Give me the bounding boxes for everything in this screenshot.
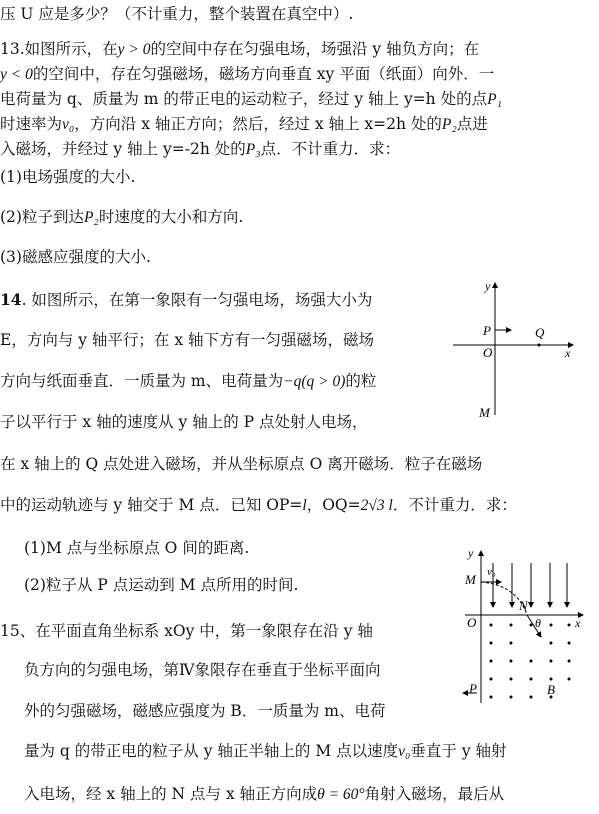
text: 入磁场，并经过 y 轴上 y=-2h 处的: [0, 140, 246, 158]
text-line: [0, 4, 353, 24]
q14-line-4: [0, 412, 368, 432]
text: 子以平行于 x 轴的速度从 y 轴上的 P 点处射人电场，: [0, 413, 368, 431]
text: 点进: [456, 115, 488, 133]
p-label: P: [483, 323, 491, 338]
text: (3)磁感应强度的大小.: [0, 248, 151, 266]
text: (1)电场强度的大小.: [0, 168, 136, 186]
x-label: x: [565, 346, 571, 360]
text: (2)粒子从 P 点运动到 M 点所用的时间.: [24, 576, 299, 594]
q14-sub-2: [24, 575, 298, 595]
m-label: M: [479, 405, 490, 420]
text: ，方向沿 x 轴正方向；然后，经过 x 轴上 x=2h 处的: [74, 115, 442, 133]
math: v₀: [398, 743, 411, 760]
text: . 如图所示，在第一象限有一匀强电场，场强大小为: [21, 291, 373, 309]
text: 垂直于 y 轴射: [410, 742, 507, 760]
math: y > 0: [117, 41, 151, 58]
text: 时速率为: [0, 115, 63, 133]
v0-label: v₀: [487, 566, 496, 578]
text: 负方向的匀强电场，第Ⅳ象限存在垂直于坐标平面向: [24, 661, 381, 679]
o-label: O: [483, 345, 493, 360]
q14-sub-1: [24, 538, 249, 558]
text: 量为 q 的带正电的粒子从 y 轴正半轴上的 M 点以速度: [24, 742, 399, 760]
text: 的空间中，存在匀强磁场，磁场方向垂直 xy 平面（纸面）向外．一: [32, 65, 495, 83]
q13-sub-2: [0, 207, 243, 228]
text: (1)M 点与坐标原点 O 间的距离.: [24, 539, 250, 557]
q14-line-6: [0, 495, 517, 516]
q13-line-2: [0, 64, 494, 85]
text: 在 x 轴上的 Q 点处进入磁场，并从坐标原点 O 离开磁场．粒子在磁场: [0, 455, 483, 473]
math: P₂: [83, 209, 99, 226]
text: 的空间中存在匀强电场，场强沿 y 轴负方向；在: [150, 40, 480, 58]
y-label: y: [485, 279, 491, 293]
math: v₀: [62, 116, 75, 133]
q13-line-5: [0, 139, 400, 160]
text: 13.如图所示，在: [0, 40, 118, 58]
q13-line-4: [0, 114, 488, 135]
text: 中的运动轨迹与 y 轴交于 M 点．已知 OP=: [0, 496, 303, 514]
text: 15、在平面直角坐标系 xOy 中，第一象限存在沿 y 轴: [0, 622, 373, 640]
question-number: 14: [0, 290, 22, 309]
text: 外的匀强磁场，磁感应强度为 B．一质量为 m、电荷: [24, 702, 386, 720]
text: E，方向与 y 轴平行；在 x 轴下方有一匀强磁场，磁场: [0, 331, 375, 349]
q14-figure: [445, 275, 585, 425]
x-label: x: [575, 616, 581, 630]
magnetic-field-dots: [490, 624, 571, 699]
text: 电荷量为 q、质量为 m 的带正电的运动粒子，经过 y 轴上 y=h 处的点: [0, 90, 488, 108]
q13-line-1: [0, 39, 479, 60]
q13-line-3: [0, 89, 502, 110]
math: l: [302, 497, 307, 514]
theta-label: θ: [535, 616, 541, 630]
text: 时速度的大小和方向.: [98, 208, 244, 226]
q15-line-4: [24, 741, 507, 762]
text: 角射入磁场，最后从: [364, 785, 505, 803]
text: 的粒: [345, 372, 377, 390]
q15-figure: [455, 545, 595, 710]
math: θ = 60°: [317, 786, 365, 803]
electric-field-arrows: [493, 563, 567, 607]
q-label: Q: [535, 325, 545, 340]
n-label: N: [519, 598, 528, 613]
y-label: y: [468, 546, 474, 560]
math: P₃: [245, 141, 261, 158]
math: −q(q > 0): [283, 373, 346, 390]
text: ．不计重力．求：: [392, 496, 517, 514]
text: 点．不计重力．求：: [260, 140, 401, 158]
q13-sub-3: [0, 247, 151, 267]
math: y < 0: [0, 66, 33, 83]
q14-line-2: [0, 330, 374, 350]
q14-line-1: [0, 290, 372, 310]
q15-line-2: [24, 660, 381, 680]
math: P₂: [441, 116, 457, 133]
math: 2√3 l: [360, 497, 393, 514]
o-label: O: [467, 615, 477, 630]
text: ，OQ=: [306, 496, 361, 514]
point-q: [538, 344, 541, 347]
b-label: B: [547, 682, 555, 697]
q13-sub-1: [0, 167, 135, 187]
text: 方向与纸面垂直．一质量为 m、电荷量为: [0, 372, 284, 390]
math: P₁: [487, 91, 502, 108]
m-label: M: [465, 572, 476, 587]
q15-line-3: [24, 701, 385, 721]
line-text: 压 U 应是多少？（不计重力，整个装置在真空中）.: [0, 5, 354, 23]
text: (2)粒子到达: [0, 208, 84, 226]
q14-line-5: [0, 454, 482, 474]
q15-line-5: [24, 784, 504, 805]
q15-line-1: [0, 621, 373, 641]
p-label: P: [469, 681, 477, 696]
q14-line-3: [0, 371, 376, 392]
text: 入电场，经 x 轴上的 N 点与 x 轴正方向成: [24, 785, 318, 803]
